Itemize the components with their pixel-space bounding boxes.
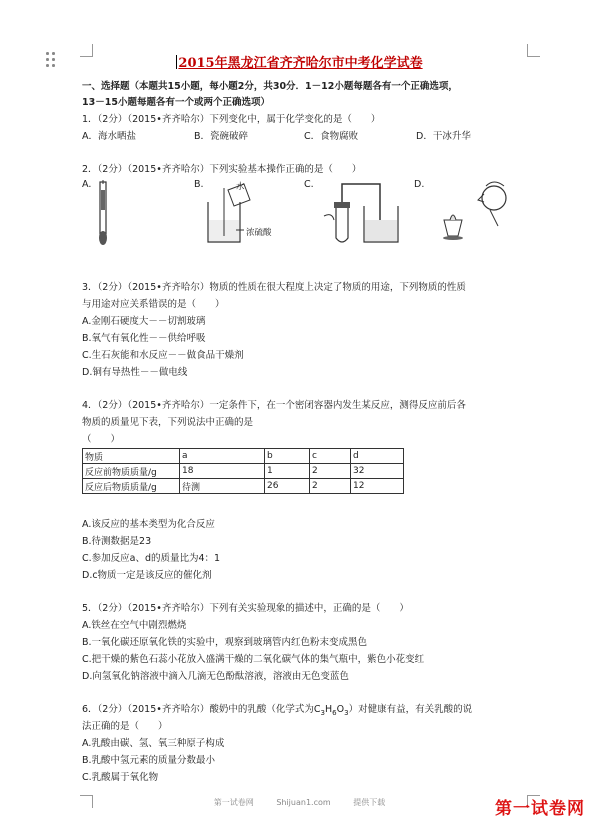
table-cell: 待测 [180, 479, 265, 494]
table-row [83, 464, 404, 479]
question-5-option-c: C.把干燥的紫色石蕊小花放入盛满干燥的二氧化碳气体的集气瓶中，紫色小花变红 [82, 654, 425, 665]
table-cell: 1 [265, 464, 310, 479]
figure-b-acid-label: 浓硫酸 [246, 228, 272, 238]
option-d: D．干冰升华 [416, 131, 471, 142]
option-a: A．海水晒盐 [82, 131, 136, 142]
question-3-option-b: B.氧气有氧化性－－供给呼吸 [82, 333, 206, 344]
figure-label-a: A. [82, 179, 92, 190]
question-3-option-d: D.铜有导热性－－做电线 [82, 367, 188, 378]
question-6-stem-cont: 法正确的是（ ） [82, 721, 168, 732]
question-1-stem: 1．（2分）（2015•齐齐哈尔）下列变化中，属于化学变化的是（ ） [82, 114, 381, 125]
question-4-stem-paren: （ ） [82, 434, 121, 445]
table-cell: b [265, 449, 310, 464]
table-cell: 2 [310, 464, 351, 479]
question-4-option-d: D.c物质一定是该反应的催化剂 [82, 570, 212, 581]
figure-d-smell-gas [424, 176, 524, 250]
footer-download-text: 提供下载 [353, 798, 386, 807]
table-row [83, 479, 404, 494]
figure-label-b: B. [194, 179, 204, 190]
table-cell: 物质 [83, 449, 180, 464]
question-4-stem: 4．（2分）（2015•齐齐哈尔）一定条件下，在一个密闭容器内发生某反应，测得反应前后各 [82, 400, 466, 411]
question-3-stem-cont: 与用途对应关系错误的是（ ） [82, 299, 225, 310]
question-6-option-b: B.乳酸中氢元素的质量分数最小 [82, 755, 216, 766]
section-heading: 一、选择题（本题共15小题，每小题2分，共30分．1－12小题每题各有一个正确选项， [82, 81, 458, 92]
question-4-stem-cont: 物质的质量见下表，下列说法中正确的是 [82, 417, 254, 428]
table-cell: 12 [351, 479, 404, 494]
question-3-option-c: C.生石灰能和水反应－－做食品干燥剂 [82, 350, 244, 361]
figure-b-water-label: 水 [236, 182, 245, 192]
question-4-option-c: C.参加反应a、d的质量比为4：1 [82, 553, 221, 564]
figure-c-airtight-check [318, 176, 408, 250]
table-row [83, 449, 404, 464]
question-6-option-a: A.乳酸由碳、氢、氧三种原子构成 [82, 738, 225, 749]
question-5-option-a: A.铁丝在空气中剧烈燃烧 [82, 620, 187, 631]
figure-label-c: C. [304, 179, 314, 190]
table-cell: 2 [310, 479, 351, 494]
table-cell: c [310, 449, 351, 464]
footer-site-name: 第一试卷网 [213, 798, 254, 807]
document-title[interactable]: 2015年黑龙江省齐齐哈尔市中考化学试卷 [178, 56, 423, 71]
question-6-option-c: C.乳酸属于氧化物 [82, 772, 159, 783]
footer-site-url[interactable]: Shijuan1.com [276, 798, 331, 807]
question-5-option-b: B.一氧化碳还原氧化铁的实验中，观察到玻璃管内红色粉末变成黑色 [82, 637, 368, 648]
question-2-stem: 2．（2分）（2015•齐齐哈尔）下列实验基本操作正确的是（ ） [82, 164, 362, 175]
question-4-option-b: B.待测数据是23 [82, 536, 152, 547]
table-cell: 反应后物质质量/g [83, 479, 180, 494]
table-cell: d [351, 449, 404, 464]
question-4-option-a: A.该反应的基本类型为化合反应 [82, 519, 215, 530]
question-4-table [82, 448, 404, 494]
question-5-stem: 5．（2分）（2015•齐齐哈尔）下列有关实验现象的描述中，正确的是（ ） [82, 603, 409, 614]
table-cell: 18 [180, 464, 265, 479]
question-5-option-d: D.向氢氧化钠溶液中滴入几滴无色酚酞溶液，溶液由无色变蓝色 [82, 671, 349, 682]
question-3-stem: 3．（2分）（2015•齐齐哈尔）物质的性质在很大程度上决定了物质的用途，下列物质的性质 [82, 282, 466, 293]
table-cell: 反应前物质质量/g [83, 464, 180, 479]
question-6-stem: 6．（2分）（2015•齐齐哈尔）酸奶中的乳酸（化学式为$C_3H_6O_3$）对健康有益，有关乳酸的说 [82, 704, 473, 717]
option-b: B．瓷碗破碎 [194, 131, 249, 142]
table-cell: a [180, 449, 265, 464]
table-cell: 26 [265, 479, 310, 494]
option-c: C．食物腐败 [304, 131, 359, 142]
figure-label-d: D. [414, 179, 425, 190]
table-cell: 32 [351, 464, 404, 479]
figure-a-test-tube [88, 180, 118, 250]
question-3-option-a: A.金刚石硬度大－－切割玻璃 [82, 316, 206, 327]
brand-logo: 第一试卷网 [495, 799, 585, 819]
section-heading-cont: 13－15小题每题各有一个或两个正确选项） [82, 97, 270, 108]
